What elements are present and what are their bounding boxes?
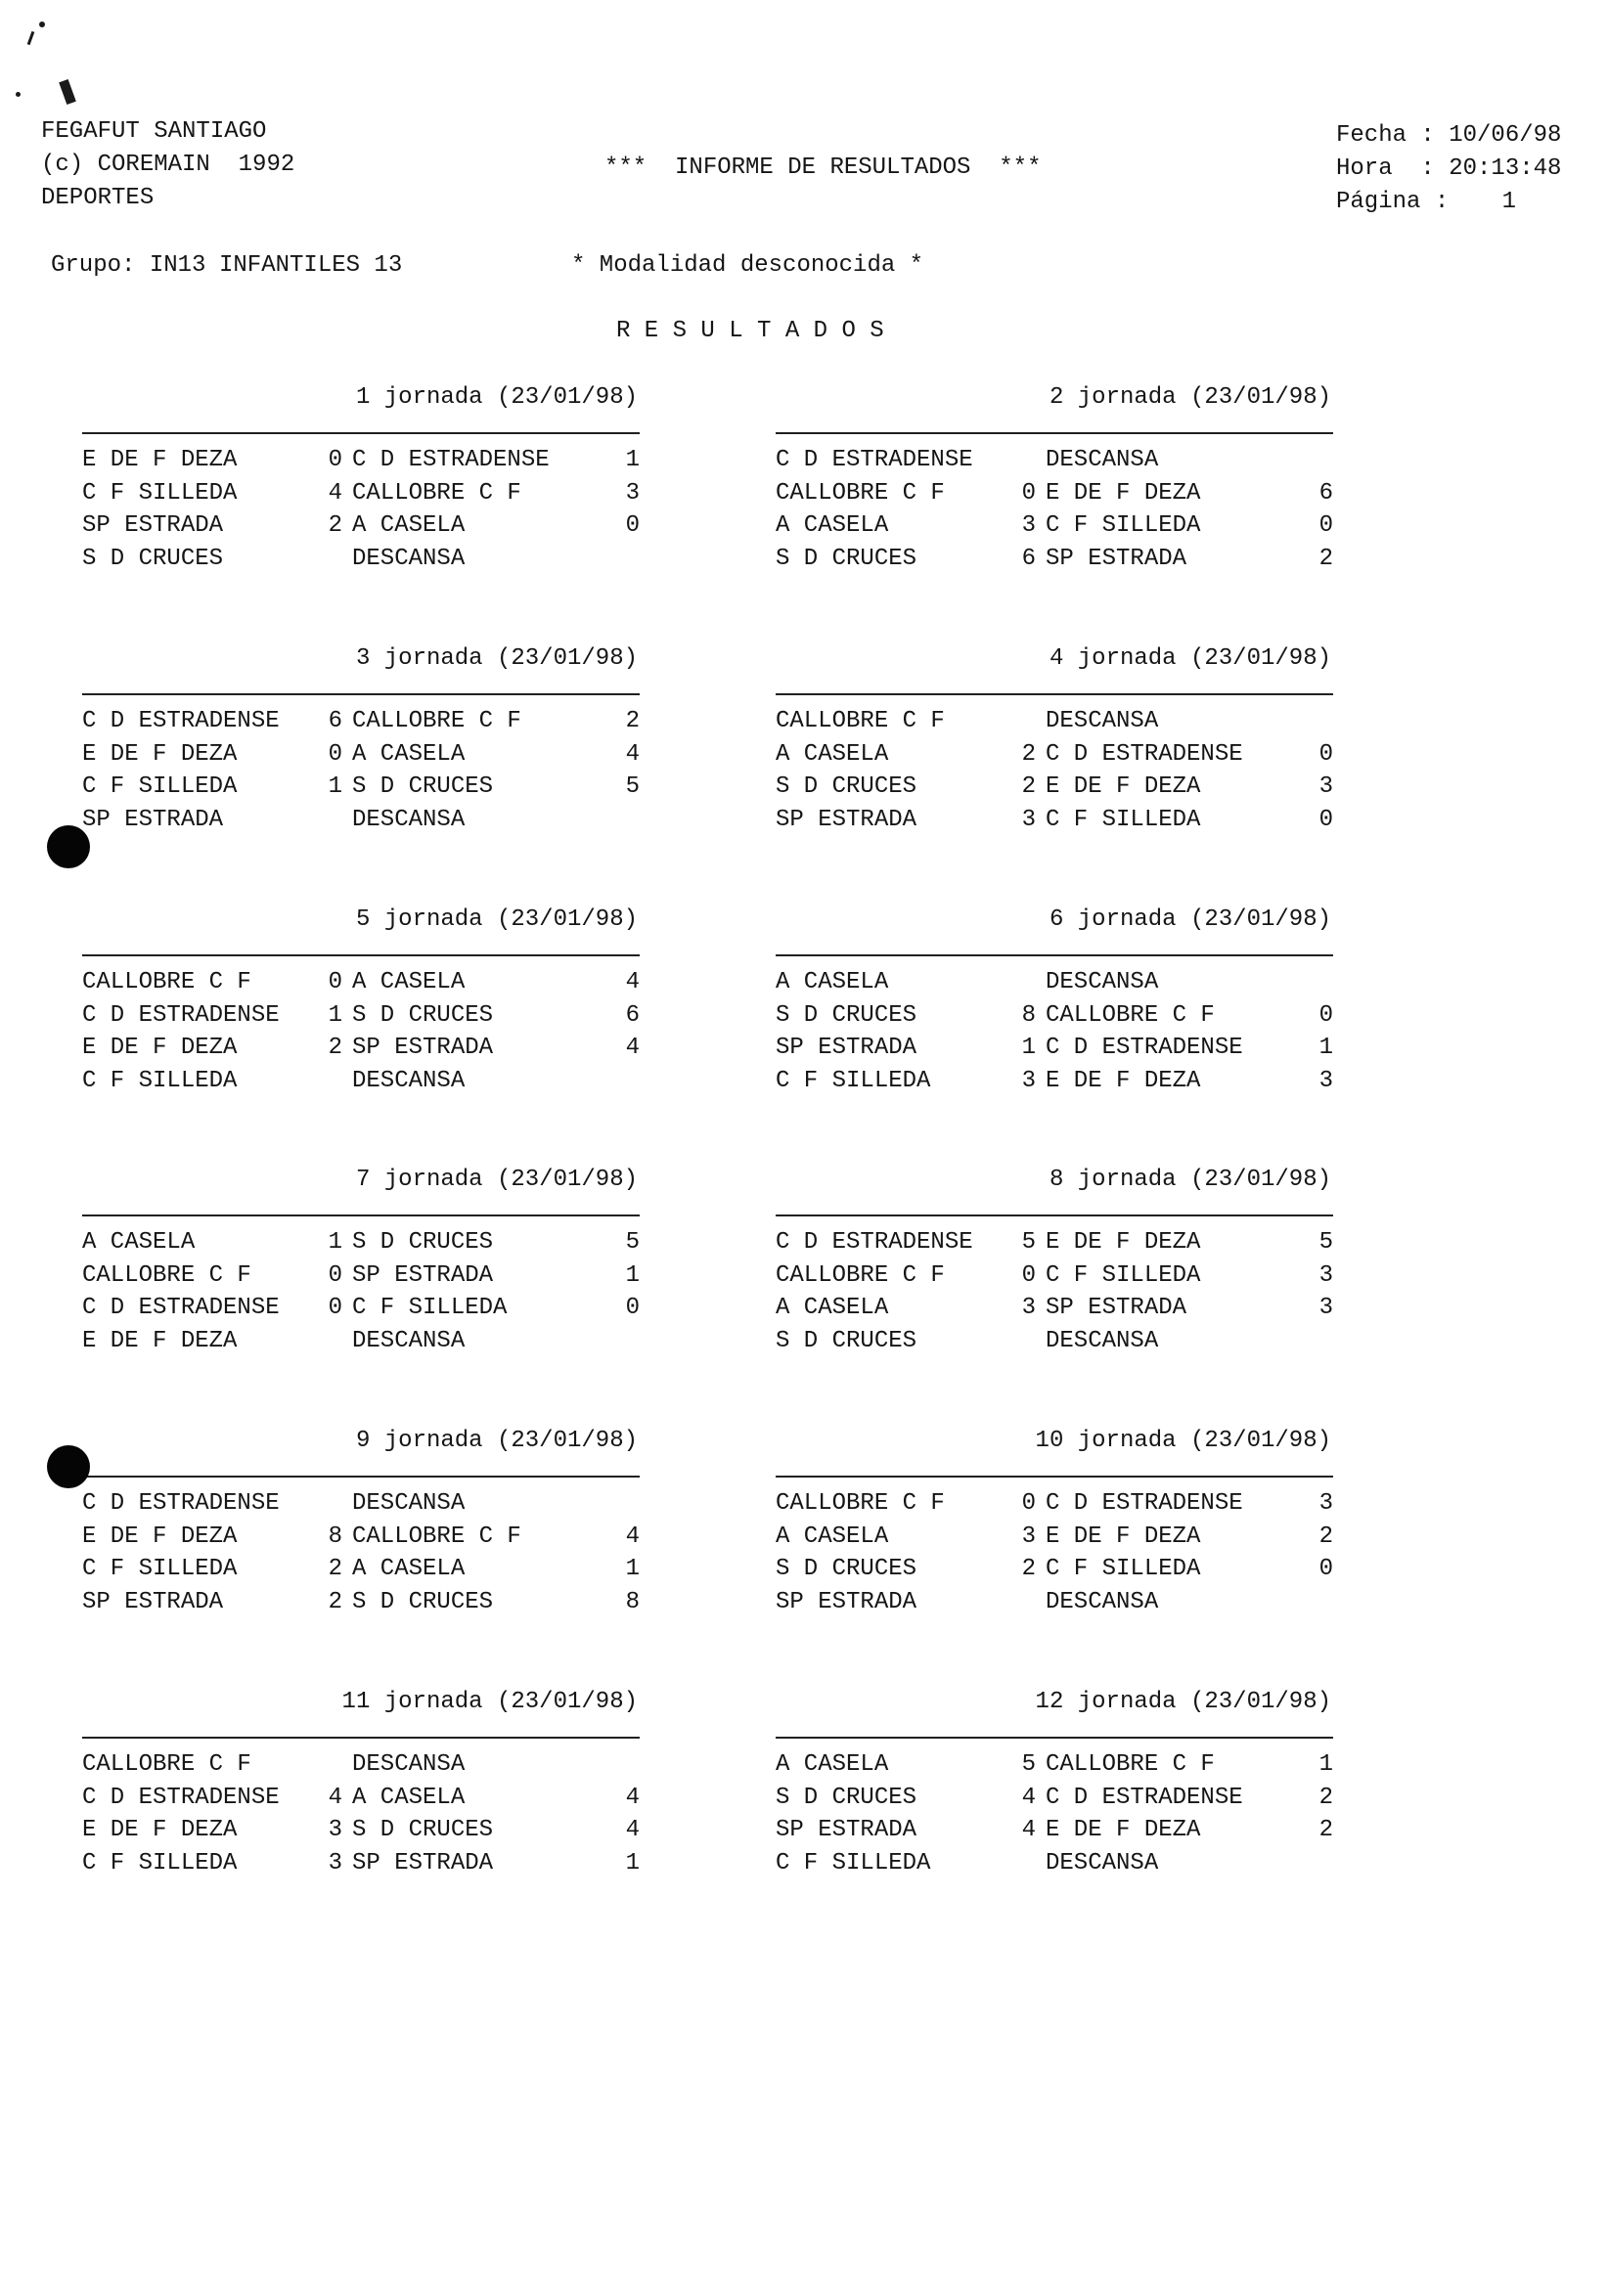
home-score: 8 (328, 1523, 342, 1550)
away-score: 8 (625, 1588, 640, 1615)
away-score: 1 (1318, 1035, 1333, 1061)
away-team: C F SILLEDA (1046, 1261, 1201, 1289)
home-team: C F SILLEDA (82, 773, 238, 800)
jornada-title: 3 jornada (23/01/98) (355, 645, 638, 672)
away-team: E DE F DEZA (1046, 773, 1201, 800)
away-team: DESCANSA (1046, 969, 1159, 995)
jornada-rule (776, 1214, 1333, 1216)
group-label: Grupo: IN13 (51, 252, 206, 279)
home-score: 0 (328, 1295, 342, 1321)
away-score: 0 (1318, 512, 1333, 539)
home-score: 3 (1021, 1067, 1036, 1094)
home-score: 1 (328, 1001, 342, 1029)
home-team: C F SILLEDA (82, 1067, 238, 1094)
away-team: SP ESTRADA (352, 1261, 494, 1289)
home-score: 0 (328, 969, 342, 995)
home-team: SP ESTRADA (82, 1588, 224, 1615)
home-team: A CASELA (776, 969, 889, 995)
home-team: C D ESTRADENSE (776, 1229, 973, 1256)
away-team: E DE F DEZA (1046, 1067, 1201, 1094)
away-team: C D ESTRADENSE (352, 447, 550, 473)
away-score: 6 (1318, 479, 1333, 507)
home-team: E DE F DEZA (82, 1523, 238, 1550)
away-score: 3 (1318, 1490, 1333, 1517)
away-team: C F SILLEDA (352, 1295, 508, 1321)
away-team: SP ESTRADA (352, 1849, 494, 1877)
away-score: 1 (1318, 1751, 1333, 1778)
home-score: 2 (328, 1588, 342, 1615)
department: DEPORTES (41, 185, 155, 211)
hora: Hora : 20:13:48 (1336, 155, 1562, 182)
away-team: C F SILLEDA (1046, 806, 1201, 833)
home-score: 0 (1021, 479, 1036, 507)
away-score: 0 (625, 512, 640, 539)
jornada-rule (82, 1476, 640, 1478)
away-team: CALLOBRE C F (352, 708, 521, 734)
away-score: 0 (1318, 1556, 1333, 1582)
away-team: CALLOBRE C F (352, 479, 521, 507)
away-score: 5 (625, 1229, 640, 1256)
away-score: 5 (625, 773, 640, 800)
home-team: S D CRUCES (776, 545, 917, 572)
home-score: 0 (328, 447, 342, 473)
home-team: E DE F DEZA (82, 447, 238, 473)
away-team: DESCANSA (352, 1327, 466, 1354)
home-team: A CASELA (82, 1229, 196, 1256)
home-score: 3 (328, 1849, 342, 1877)
jornada-title: 2 jornada (23/01/98) (1049, 384, 1331, 411)
home-team: SP ESTRADA (776, 1817, 917, 1843)
away-team: DESCANSA (1046, 447, 1159, 473)
jornada-title: 7 jornada (23/01/98) (355, 1167, 638, 1193)
away-team: E DE F DEZA (1046, 479, 1201, 507)
jornada-rule (82, 432, 640, 434)
org-name: FEGAFUT SANTIAGO (41, 118, 267, 145)
jornada-rule (82, 693, 640, 695)
away-team: C D ESTRADENSE (1046, 1035, 1243, 1061)
away-score: 2 (1318, 1784, 1333, 1811)
away-team: DESCANSA (1046, 1327, 1159, 1354)
home-score: 1 (328, 1229, 342, 1256)
away-team: DESCANSA (1046, 708, 1159, 734)
home-team: CALLOBRE C F (82, 1261, 251, 1289)
away-team: DESCANSA (352, 1490, 466, 1517)
home-team: A CASELA (776, 1295, 889, 1321)
away-score: 4 (625, 1817, 640, 1843)
home-team: CALLOBRE C F (776, 708, 945, 734)
home-team: C D ESTRADENSE (82, 708, 280, 734)
punch-hole (47, 1445, 90, 1488)
home-team: C F SILLEDA (82, 1849, 238, 1877)
home-score: 5 (1021, 1229, 1036, 1256)
home-score: 4 (328, 479, 342, 507)
home-team: C D ESTRADENSE (82, 1784, 280, 1811)
away-team: S D CRUCES (352, 1001, 494, 1029)
jornada-rule (776, 693, 1333, 695)
home-team: S D CRUCES (776, 773, 917, 800)
away-team: CALLOBRE C F (352, 1523, 521, 1550)
home-team: S D CRUCES (776, 1001, 917, 1029)
away-team: C D ESTRADENSE (1046, 1490, 1243, 1517)
home-team: S D CRUCES (776, 1556, 917, 1582)
away-team: S D CRUCES (352, 1229, 494, 1256)
home-score: 3 (1021, 512, 1036, 539)
home-team: S D CRUCES (82, 545, 224, 572)
away-score: 3 (1318, 773, 1333, 800)
home-score: 3 (328, 1817, 342, 1843)
away-team: S D CRUCES (352, 773, 494, 800)
home-score: 1 (1021, 1035, 1036, 1061)
home-team: C F SILLEDA (82, 479, 238, 507)
jornada-rule (82, 1214, 640, 1216)
home-score: 2 (328, 1035, 342, 1061)
home-team: SP ESTRADA (82, 512, 224, 539)
away-team: C D ESTRADENSE (1046, 1784, 1243, 1811)
away-team: SP ESTRADA (1046, 545, 1187, 572)
section-title: R E S U L T A D O S (616, 318, 884, 344)
away-score: 5 (1318, 1229, 1333, 1256)
scan-mark (16, 92, 21, 97)
away-score: 4 (625, 1523, 640, 1550)
home-score: 4 (1021, 1784, 1036, 1811)
home-score: 3 (1021, 1523, 1036, 1550)
away-team: DESCANSA (352, 545, 466, 572)
jornada-rule (776, 1476, 1333, 1478)
jornada-title: 9 jornada (23/01/98) (355, 1428, 638, 1454)
jornada-title: 8 jornada (23/01/98) (1049, 1167, 1331, 1193)
home-team: C F SILLEDA (82, 1556, 238, 1582)
home-score: 0 (328, 740, 342, 768)
away-team: S D CRUCES (352, 1588, 494, 1615)
home-team: SP ESTRADA (82, 806, 224, 833)
away-score: 3 (1318, 1067, 1333, 1094)
away-team: DESCANSA (1046, 1588, 1159, 1615)
away-team: A CASELA (352, 512, 466, 539)
home-score: 6 (328, 708, 342, 734)
away-team: DESCANSA (352, 806, 466, 833)
home-team: A CASELA (776, 512, 889, 539)
away-score: 1 (625, 447, 640, 473)
away-team: DESCANSA (352, 1067, 466, 1094)
jornada-title: 4 jornada (23/01/98) (1049, 645, 1331, 672)
home-team: C D ESTRADENSE (82, 1001, 280, 1029)
scan-mark (27, 31, 35, 45)
away-team: A CASELA (352, 1556, 466, 1582)
away-team: A CASELA (352, 740, 466, 768)
away-score: 0 (1318, 740, 1333, 768)
home-team: CALLOBRE C F (776, 479, 945, 507)
home-score: 2 (328, 512, 342, 539)
away-score: 2 (1318, 545, 1333, 572)
home-team: E DE F DEZA (82, 1817, 238, 1843)
away-score: 0 (1318, 806, 1333, 833)
away-team: A CASELA (352, 969, 466, 995)
home-score: 3 (1021, 806, 1036, 833)
away-score: 2 (625, 708, 640, 734)
jornada-title: 12 jornada (23/01/98) (1035, 1689, 1331, 1715)
home-score: 0 (328, 1261, 342, 1289)
away-team: A CASELA (352, 1784, 466, 1811)
home-team: C F SILLEDA (776, 1067, 931, 1094)
home-score: 8 (1021, 1001, 1036, 1029)
away-team: C F SILLEDA (1046, 512, 1201, 539)
away-team: CALLOBRE C F (1046, 1001, 1215, 1029)
home-team: C D ESTRADENSE (776, 447, 973, 473)
away-score: 1 (625, 1849, 640, 1877)
pagina-value: 1 (1501, 189, 1516, 215)
pagina-label: Página : (1336, 189, 1450, 215)
away-team: CALLOBRE C F (1046, 1751, 1215, 1778)
home-team: A CASELA (776, 1751, 889, 1778)
away-score: 1 (625, 1556, 640, 1582)
away-team: E DE F DEZA (1046, 1229, 1201, 1256)
away-score: 6 (625, 1001, 640, 1029)
away-score: 4 (625, 969, 640, 995)
home-team: CALLOBRE C F (82, 969, 251, 995)
home-score: 3 (1021, 1295, 1036, 1321)
report-title: *** INFORME DE RESULTADOS *** (604, 155, 1042, 181)
away-team: SP ESTRADA (1046, 1295, 1187, 1321)
home-score: 0 (1021, 1490, 1036, 1517)
home-team: CALLOBRE C F (776, 1490, 945, 1517)
home-team: C D ESTRADENSE (82, 1490, 280, 1517)
away-score: 3 (1318, 1261, 1333, 1289)
home-team: CALLOBRE C F (776, 1261, 945, 1289)
home-team: A CASELA (776, 740, 889, 768)
home-team: SP ESTRADA (776, 1588, 917, 1615)
jornada-rule (82, 1737, 640, 1739)
away-team: DESCANSA (352, 1751, 466, 1778)
home-score: 2 (328, 1556, 342, 1582)
scan-mark (39, 22, 45, 27)
home-score: 1 (328, 773, 342, 800)
jornada-rule (776, 432, 1333, 434)
home-team: S D CRUCES (776, 1784, 917, 1811)
home-score: 2 (1021, 1556, 1036, 1582)
home-team: A CASELA (776, 1523, 889, 1550)
away-team: C F SILLEDA (1046, 1556, 1201, 1582)
away-team: DESCANSA (1046, 1849, 1159, 1877)
away-score: 2 (1318, 1523, 1333, 1550)
jornada-rule (776, 954, 1333, 956)
home-team: SP ESTRADA (776, 806, 917, 833)
away-score: 3 (625, 479, 640, 507)
away-team: SP ESTRADA (352, 1035, 494, 1061)
fecha: Fecha : 10/06/98 (1336, 122, 1562, 149)
away-score: 4 (625, 740, 640, 768)
scan-mark (59, 79, 76, 105)
group-name: INFANTILES 13 (219, 252, 403, 279)
home-score: 4 (1021, 1817, 1036, 1843)
away-score: 1 (625, 1261, 640, 1289)
home-team: E DE F DEZA (82, 1035, 238, 1061)
home-score: 5 (1021, 1751, 1036, 1778)
modality: * Modalidad desconocida * (571, 252, 924, 279)
home-score: 2 (1021, 773, 1036, 800)
home-team: E DE F DEZA (82, 1327, 238, 1354)
away-team: E DE F DEZA (1046, 1523, 1201, 1550)
away-team: E DE F DEZA (1046, 1817, 1201, 1843)
home-score: 2 (1021, 740, 1036, 768)
jornada-title: 11 jornada (23/01/98) (341, 1689, 638, 1715)
home-team: S D CRUCES (776, 1327, 917, 1354)
away-score: 0 (625, 1295, 640, 1321)
jornada-title: 1 jornada (23/01/98) (355, 384, 638, 411)
away-score: 4 (625, 1035, 640, 1061)
jornada-rule (82, 954, 640, 956)
punch-hole (47, 825, 90, 868)
jornada-title: 5 jornada (23/01/98) (355, 906, 638, 933)
home-team: E DE F DEZA (82, 740, 238, 768)
jornada-title: 6 jornada (23/01/98) (1049, 906, 1331, 933)
jornada-title: 10 jornada (23/01/98) (1035, 1428, 1331, 1454)
home-team: CALLOBRE C F (82, 1751, 251, 1778)
home-score: 4 (328, 1784, 342, 1811)
home-team: SP ESTRADA (776, 1035, 917, 1061)
away-team: C D ESTRADENSE (1046, 740, 1243, 768)
home-team: C D ESTRADENSE (82, 1295, 280, 1321)
away-score: 2 (1318, 1817, 1333, 1843)
home-score: 6 (1021, 545, 1036, 572)
home-team: C F SILLEDA (776, 1849, 931, 1877)
away-score: 4 (625, 1784, 640, 1811)
copyright: (c) COREMAIN 1992 (41, 152, 295, 178)
away-team: S D CRUCES (352, 1817, 494, 1843)
home-score: 0 (1021, 1261, 1036, 1289)
away-score: 0 (1318, 1001, 1333, 1029)
jornada-rule (776, 1737, 1333, 1739)
away-score: 3 (1318, 1295, 1333, 1321)
